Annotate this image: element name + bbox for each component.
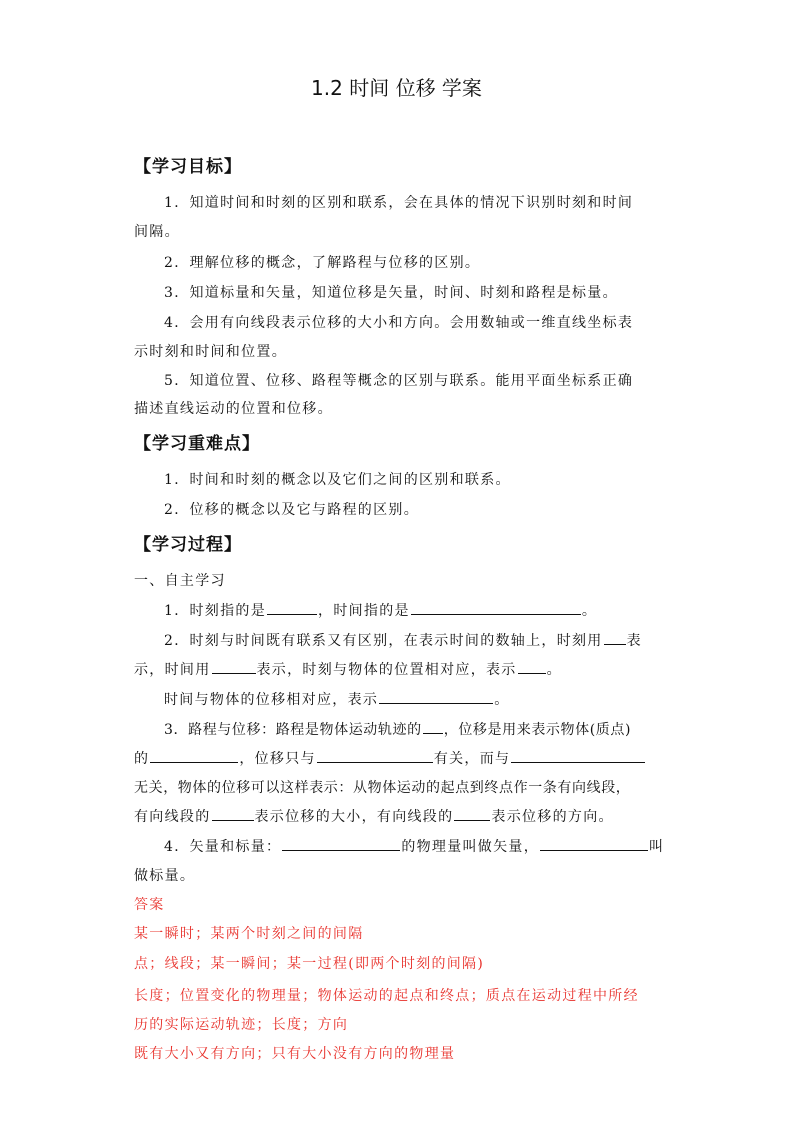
page-title: 1.2 时间 位移 学案: [311, 76, 482, 100]
goal-2: 2．理解位移的概念，了解路程与位移的区别。: [164, 255, 481, 271]
section-key-heading: 【学习重难点】: [134, 434, 260, 454]
q3-blank-6[interactable]: [454, 806, 490, 821]
question-2-line-2: [134, 656, 660, 685]
q1-blank-1[interactable]: [267, 600, 317, 615]
q2-blank-3[interactable]: [518, 659, 546, 674]
q3-blank-4[interactable]: [511, 748, 645, 763]
q3-text-a: 3．路程与位移：路程是物体运动轨迹的: [164, 722, 422, 738]
q4-text-b: 的物理量叫做矢量，: [401, 839, 540, 855]
answer-label: 答案: [134, 897, 165, 913]
q3-blank-2[interactable]: [150, 748, 238, 763]
question-2-line-1: [134, 627, 690, 656]
q2-text-c: 示，时间用: [134, 662, 211, 678]
answer-4: 既有大小又有方向；只有大小没有方向的物理量: [134, 1046, 456, 1062]
q3-blank-3[interactable]: [317, 748, 433, 763]
q3-text-i: 表示位移的方向。: [491, 809, 614, 825]
question-4-line-2: 做标量。: [134, 868, 196, 884]
q2-text-b: 表: [626, 633, 642, 649]
goal-3: 3．知道标量和矢量，知道位移是矢量，时间、时刻和路程是标量。: [164, 285, 618, 301]
q2-blank-1[interactable]: [604, 630, 626, 645]
answer-1: 某一瞬时；某两个时刻之间的间隔: [134, 926, 364, 942]
question-3-line-3: 无关，物体的位移可以这样表示：从物体运动的起点到终点作一条有向线段，: [134, 780, 631, 796]
q2-text-g: 。: [494, 692, 510, 708]
question-3-line-4: [134, 803, 660, 832]
q3-text-b: ，位移是用来表示物体(质点): [443, 722, 632, 738]
question-2-line-3: [134, 686, 690, 715]
q3-text-c: 的: [134, 751, 150, 767]
q2-blank-2[interactable]: [212, 659, 256, 674]
goal-1-line-1: 1．知道时间和时刻的区别和联系，会在具体的情况下识别时刻和时间: [164, 195, 634, 211]
q3-text-d: ，位移只与: [239, 751, 316, 767]
question-1: [134, 597, 690, 626]
section-goals-heading: 【学习目标】: [134, 157, 242, 177]
q3-text-e: 有关，而与: [433, 751, 511, 767]
process-subheading: 一、自主学习: [134, 573, 226, 589]
q1-text-c: 。: [581, 603, 598, 619]
q3-text-h: 表示位移的大小，有向线段的: [254, 809, 454, 825]
q2-text-d: 表示，时刻与物体的位置相对应，表示: [256, 662, 517, 678]
q1-text-a: 1．时刻指的是: [164, 603, 267, 619]
q4-text-a: 4．矢量和标量：: [164, 839, 282, 855]
answer-2: 点；线段；某一瞬间；某一过程(即两个时刻的间隔): [134, 956, 485, 972]
q2-text-f: 时间与物体的位移相对应，表示: [164, 692, 379, 708]
q3-blank-5[interactable]: [212, 806, 254, 821]
q3-text-g: 有向线段的: [134, 809, 211, 825]
question-3-line-2: [134, 745, 660, 774]
q4-text-c: 叫: [649, 839, 665, 855]
q4-blank-2[interactable]: [540, 836, 648, 851]
q2-text-e: 。: [546, 662, 562, 678]
q1-blank-2[interactable]: [411, 600, 581, 615]
q4-blank-1[interactable]: [282, 836, 400, 851]
q1-text-b: ，时间指的是: [318, 603, 410, 619]
q2-text-a: 2．时刻与时间既有联系又有区别，在表示时间的数轴上，时刻用: [164, 633, 603, 649]
question-4-line-1: [134, 833, 690, 862]
goal-1-line-2: 间隔。: [134, 224, 180, 240]
goal-4-line-2: 示时刻和时间和位置。: [134, 344, 287, 360]
q2-blank-4[interactable]: [379, 689, 493, 704]
question-3-line-1: [134, 716, 690, 745]
goal-5-line-2: 描述直线运动的位置和位移。: [134, 401, 333, 417]
q3-blank-1[interactable]: [423, 719, 443, 734]
answer-3-line-2: 历的实际运动轨迹；长度；方向: [134, 1017, 349, 1033]
section-process-heading: 【学习过程】: [134, 535, 242, 555]
key-point-1: 1．时间和时刻的概念以及它们之间的区别和联系。: [164, 472, 511, 488]
answer-3-line-1: 长度；位置变化的物理量；物体运动的起点和终点；质点在运动过程中所经: [134, 988, 639, 1004]
goal-4-line-1: 4．会用有向线段表示位移的大小和方向。会用数轴或一维直线坐标表: [164, 315, 634, 331]
goal-5-line-1: 5．知道位置、位移、路程等概念的区别与联系。能用平面坐标系正确: [164, 373, 634, 389]
key-point-2: 2．位移的概念以及它与路程的区别。: [164, 502, 420, 518]
